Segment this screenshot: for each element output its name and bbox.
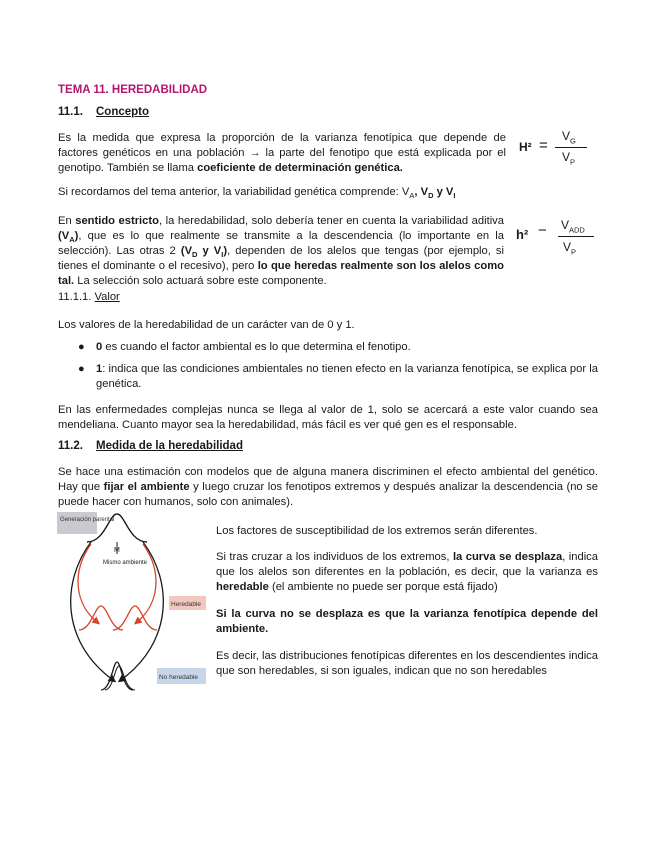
paragraph-genetic-variability: Si recordamos del tema anterior, la variabilidad genética comprende: $V_A$, $V_D$ y $V_I$	[58, 186, 456, 201]
paragraph-susceptibility: Los factores de susceptibilidad de los extremos serán diferentes.	[216, 525, 538, 537]
section-label: Medida de la heredabilidad	[96, 440, 243, 452]
parental-label-box	[57, 512, 97, 534]
bullet-dot: ●	[78, 341, 85, 353]
section-heading-medida	[58, 439, 243, 454]
same-env-label: Mismo ambiente	[103, 560, 148, 566]
not-heritable-label: No heredable	[159, 674, 199, 681]
heritable-label: Heredable	[171, 601, 201, 608]
subsection-number: 11.1.1.	[58, 291, 92, 303]
formula-narrow-heritability	[516, 218, 598, 262]
bullet-dot: ●	[78, 363, 85, 375]
paragraph-definition	[58, 131, 506, 176]
paragraph-curve-shift: Si tras cruzar a los individuos de los extremos, la curva se desplaza, indica que los alelos son diferentes en la población, es decir, que la varianza es heredable (el ambiente no puede ser porque está fijado)	[216, 551, 598, 593]
bullet-text: 1: indica que las condiciones ambientales no tienen efecto en la varianza fenotípica, se explica por la genética.	[96, 363, 598, 390]
paragraph-complex-diseases: En las enfermedades complejas nunca se llega al valor de 1, solo se acercará a este valor cuando sea mendeliana. Cuanto mayor sea la heredabilidad, más fácil es ver qué gen es el responsable.	[58, 404, 598, 431]
m-label: M	[114, 547, 120, 554]
formula-denominator: $V_P$	[563, 240, 577, 257]
formula-denominator: $V_P$	[562, 150, 576, 167]
subsection-heading-valor	[58, 290, 120, 305]
bullet-text: 0 es cuando el factor ambiental es lo que determina el fenotipo.	[96, 341, 411, 353]
red-offspring-curve-right	[113, 606, 157, 630]
formula-minus: −	[538, 222, 547, 239]
parental-label: Generación parental	[60, 517, 115, 523]
section-number: 11.1.	[58, 106, 83, 118]
formula-numerator: $V_{ADD}$	[561, 218, 585, 235]
paragraph-estimation: Se hace una estimación con modelos que de alguna manera discriminen el efecto ambiental del genético. Hay que fijar el ambiente y luego cruzar los fenotipos extremos y después analizar la descendencia (no se puede hacer con humanos, solo con animales).	[58, 466, 598, 508]
paragraph-conclusion: Es decir, las distribuciones fenotípicas diferentes en los descendientes indica que son heredables, si son iguales, indican que no son heredables	[216, 650, 598, 677]
paragraph-no-shift: Si la curva no se desplaza es que la varianza fenotípica depende del ambiente.	[216, 608, 598, 635]
formula-broad-heritability	[519, 129, 599, 174]
formula-equals: =	[539, 137, 548, 154]
subsection-label: Valor	[94, 291, 120, 303]
formula-lhs: H²	[519, 140, 532, 154]
fraction-bar	[555, 147, 587, 148]
heritability-diagram	[57, 512, 207, 692]
formula-lhs: h²	[516, 227, 529, 242]
document-title: TEMA 11. HEREDABILIDAD	[58, 84, 208, 96]
definition-bold: coeficiente de determinación genética.	[197, 162, 403, 174]
definition-text: Es la medida que expresa la proporción de la varianza fenotípica que depende de factores genéticos en una población → la parte del fenotipo que está explicada por el genotipo. También se llama	[58, 132, 506, 174]
heritability-figure	[57, 512, 207, 692]
left-red-arrow	[78, 544, 97, 622]
section-number: 11.2.	[58, 440, 83, 452]
formula-numerator: $V_G$	[562, 129, 576, 146]
section-label: Concepto	[96, 106, 150, 118]
paragraph-strict-sense: En sentido estricto, la heredabilidad, solo debería tener en cuenta la variabilidad aditiva $(V_A)$, que es lo que realmente se transmite a la descendencia (lo importante en la selección). Las otras 2 ($V_D$ y $V_I$), dependen de los alelos que tengas (por ejemplo, si tienes el dominante o el recesivo), pero lo que heredas realmente son los alelos como tal. La selección solo actuará sobre este componente.	[58, 215, 504, 287]
paragraph-value-range: Los valores de la heredabilidad de un carácter van de 0 y 1.	[58, 319, 355, 331]
section-heading-concepto	[58, 105, 149, 120]
fraction-bar	[558, 236, 594, 237]
